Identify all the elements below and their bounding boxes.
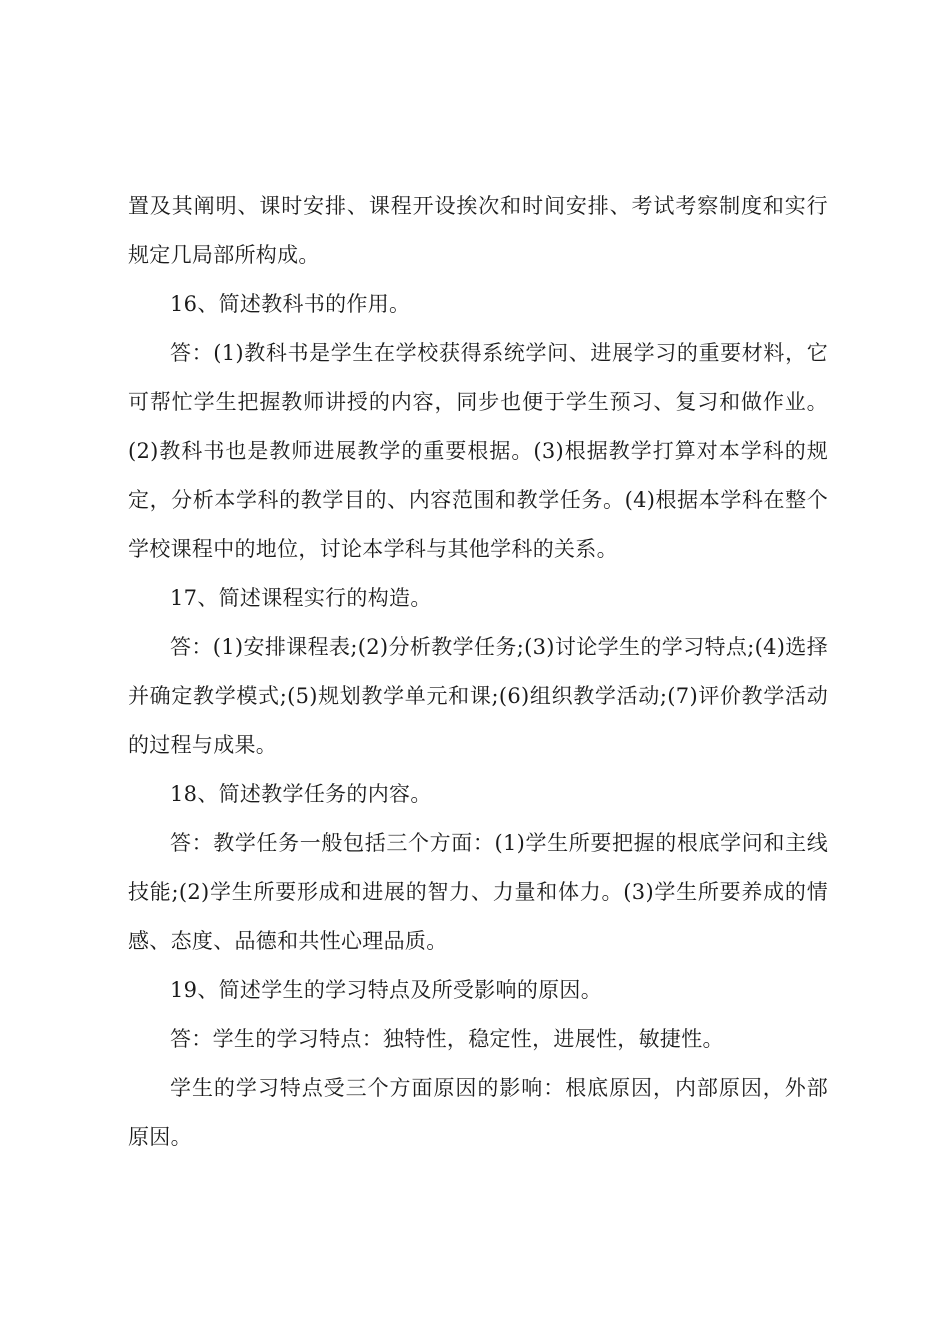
answer-17: 答：(1)安排课程表;(2)分析教学任务;(3)讨论学生的学习特点;(4)选择并确定教学模式;(5)规划教学单元和课;(6)组织教学活动;(7)评价教学活动的过程与成果。 [128, 635, 828, 757]
answer-19-part-1: 答：学生的学习特点：独特性，稳定性，进展性，敏捷性。 [170, 1027, 724, 1051]
answer-16: 答：(1)教科书是学生在学校获得系统学问、进展学习的重要材料，它可帮忙学生把握教师讲授的内容，同步也便于学生预习、复习和做作业。(2)教科书也是教师进展教学的重要根据。(3)根据教学打算对本学科的规定，分析本学科的教学目的、内容范围和教学任务。(4)根据本学科在整个学校课程中的地位，讨论本学科与其他学科的关系。 [128, 341, 828, 561]
question-19-heading: 19、简述学生的学习特点及所受影响的原因。 [170, 978, 603, 1002]
paragraph-continuation: 置及其阐明、课时安排、课程开设挨次和时间安排、考试考察制度和实行规定几局部所构成。 [128, 194, 828, 267]
document-body [128, 182, 828, 1162]
question-16-heading: 16、简述教科书的作用。 [170, 292, 411, 316]
answer-19-part-2: 学生的学习特点受三个方面原因的影响：根底原因，内部原因，外部原因。 [128, 1076, 828, 1149]
question-18-heading: 18、简述教学任务的内容。 [170, 782, 432, 806]
answer-18: 答：教学任务一般包括三个方面：(1)学生所要把握的根底学问和主线技能;(2)学生所要形成和进展的智力、力量和体力。(3)学生所要养成的情感、态度、品德和共性心理品质。 [128, 831, 828, 953]
question-17-heading: 17、简述课程实行的构造。 [170, 586, 432, 610]
